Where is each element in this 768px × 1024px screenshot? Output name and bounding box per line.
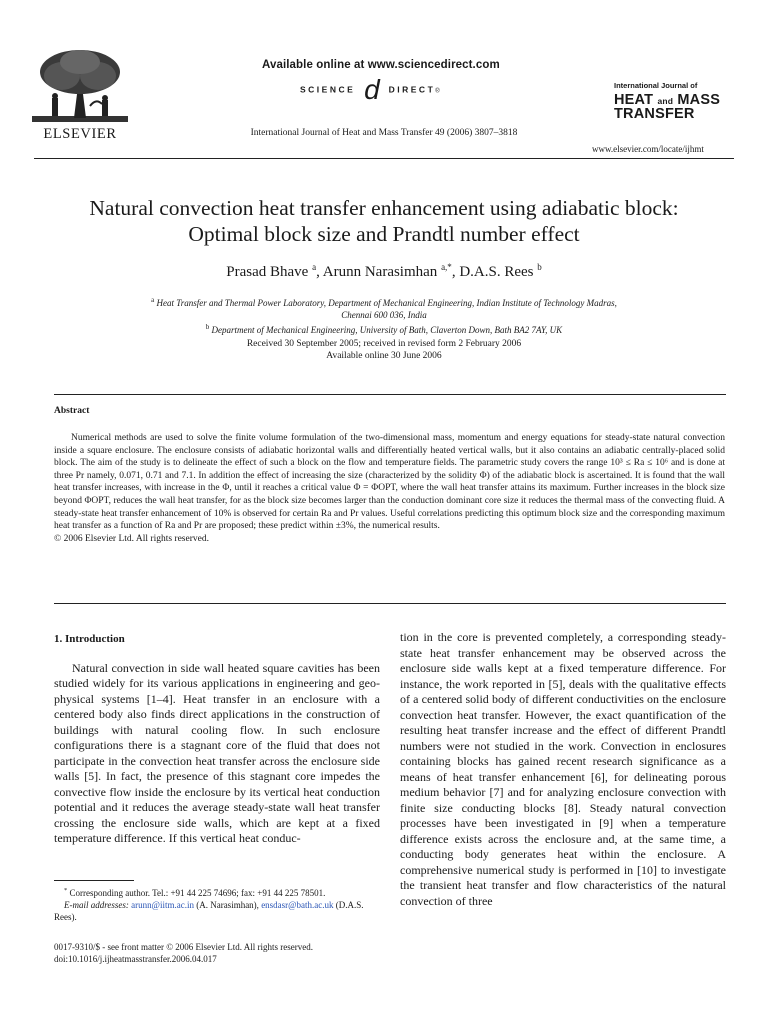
journal-logo-transfer: TRANSFER [614,106,695,122]
affiliation-a-line2: Chennai 600 036, India [341,310,427,320]
journal-citation: International Journal of Heat and Mass Transfer 49 (2006) 3807–3818 [250,128,518,138]
affiliation-text: Heat Transfer and Thermal Power Laboratory, Department of Mechanical Engineering, Indian Institute of Technology Madras, [156,298,617,308]
email-owner: (D.A.S. Rees). [54,900,364,922]
affiliation-sup: a [151,296,155,304]
author-name: Arunn Narasimhan [322,264,438,280]
article-title [0,195,768,247]
header-divider [34,158,734,159]
footnote-emails [54,899,380,923]
page-footer [54,941,313,965]
footnote [54,885,380,923]
email-link[interactable]: ensdasr@bath.ac.uk [261,900,334,910]
abstract-bottom-rule [54,603,726,604]
affiliation-a [0,294,768,309]
title-line-1: Natural convection heat transfer enhancement using adiabatic block: [89,196,679,220]
journal-logo-line2 [614,93,720,108]
footnote-mark: * [64,887,68,894]
email-link[interactable]: arunn@iitm.ac.in [131,900,194,910]
column-left [54,632,380,847]
affiliation-sup: b [205,323,210,331]
affiliation-b [0,321,768,336]
author-name: D.A.S. Rees [459,264,534,280]
journal-logo-and: and [657,95,674,106]
abstract-top-rule [54,394,726,395]
footnote-contact: Corresponding author. Tel.: +91 44 225 74696; fax: +91 44 225 78501. [69,888,326,898]
author-sup: a,* [441,262,452,272]
abstract-text: Numerical methods are used to solve the finite volume formulation of the two-dimensional mass, momentum and energy equations for steady-state natural convection inside a square enclosure. The enclosure consists of adiabatic horizontal walls and differentially heated vertical walls, but it also contains an adiabatic centrally-placed solid block. The aim of the study is to delineate the effect of such a block on the flow and temperature fields. The parametric study covers the range 10³ ≤ Ra ≤ 10⁶ and is done at three Pr namely, 0.071, 0.71 and 7.1. In addition the effect of increasing the size (characterized by the solidity Φ) of the adiabatic block is ascertained. It is found that the wall heat transfer increases, with increase in the Φ, until it reaches a critical value Φ = ΦOPT, where the wall heat transfer attains its maximum. Further increases in the block size beyond ΦOPT, reduces the wall heat transfer, for as the block size becomes larger than the conduction dominant core size it reduces the thermal mass of the convecting fluid. A steady-state heat transfer enhancement of 10% is observed for certain Ra and Pr values. Useful correlations predicting this optimum block size and the corresponding maximum heat transfer as a function of Ra and Pr are proposed; these predict within ±3%, the numerical results. [54,433,725,532]
abstract-copyright: © 2006 Elsevier Ltd. All rights reserved. [54,533,209,544]
author-sup: b [537,262,542,272]
journal-logo-line1: International Journal of [614,81,698,90]
author-name: Prasad Bhave [226,264,309,280]
doi-line: doi:10.1016/j.ijheatmasstransfer.2006.04.017 [54,954,217,964]
email-label: E-mail addresses: [64,900,129,910]
article-dates [0,338,768,362]
email-owner: (A. Narasimhan), [196,900,259,910]
sd-left: SCIENCE [300,84,356,95]
footnote-rule [54,880,134,881]
journal-logo [614,82,720,122]
column-right [400,630,726,909]
sd-right: DIRECT [388,84,436,95]
intro-paragraph-continued: tion in the core is prevented completely, a corresponding steady-state heat transfer enhancement may be observed across the enclosure side walls kept at a fixed temperature difference. For instance, the work reported in [5], deals with the qualitative effects of a centered solid body of different conductivities on the enclosure convection heat transfer. However, the exact quantification of the resulting heat transfer increase and the effect of different Prandtl numbers were not studied in the work. Convection in enclosures containing blocks has gained recent research significance as a means of heat transfer enhancement [6], for delineating porous medium behavior [7] and for analyzing enclosure convection with finite size conducting blocks [8]. Steady natural convection processes have been investigated in [9] when a temperature difference exists across the enclosure and, at the same time, a conducting body generates heat within the enclosure. A comprehensive numerical study is performed in [10] to investigate the transient heat transfer and flow characteristics of the natural convection of three [400,630,726,908]
author-list: Prasad Bhave $^a$, Arunn Narasimhan $^{a,*}$, D.A.S. Rees $^b$ [226,262,542,280]
affiliations [0,294,768,336]
footnote-line [54,885,380,899]
sciencedirect-logo [300,74,443,105]
abstract-heading: Abstract [54,406,90,416]
journal-logo-mass: MASS [677,91,721,108]
journal-website[interactable]: www.elsevier.com/locate/ijhmt [592,144,704,154]
received-date: Received 30 September 2005; received in revised form 2 February 2006 [246,339,522,349]
sd-at-icon: d [364,74,380,105]
author-sup: a [312,262,317,272]
issn-line: 0017-9310/$ - see front matter © 2006 Elsevier Ltd. All rights reserved. [54,942,314,952]
section-heading: 1. Introduction [54,633,125,645]
online-date: Available online 30 June 2006 [326,351,442,361]
intro-paragraph: Natural convection in side wall heated square cavities has been studied widely for its various applications in engineering and geo-physical systems [1–4]. Heat transfer in an enclosure with a centered body also finds direct applications in the construction of buildings with natural cooling flow. In such enclosure configurations there is a stagnant core of the fluid that does not participate in the convection heat transfer across the enclosure side walls [5]. In fact, the presence of this stagnant core impedes the convective flow inside the enclosure by its vertical heat conduction potential and it reduces the average steady-state wall heat transfer crossing the enclosure side walls, which are kept at a fixed temperature difference. If this vertical heat conduc- [54,660,380,845]
affiliation-text: Department of Mechanical Engineering, University of Bath, Claverton Down, Bath BA2 7AY, UK [211,325,563,335]
abstract-body [54,432,725,545]
sd-reg-icon: ® [435,88,443,95]
journal-logo-heat: HEAT [614,91,654,108]
title-line-2: Optimal block size and Prandtl number effect [188,222,580,246]
available-online: Available online at www.sciencedirect.com [262,59,500,71]
publisher-name: ELSEVIER [43,126,117,142]
